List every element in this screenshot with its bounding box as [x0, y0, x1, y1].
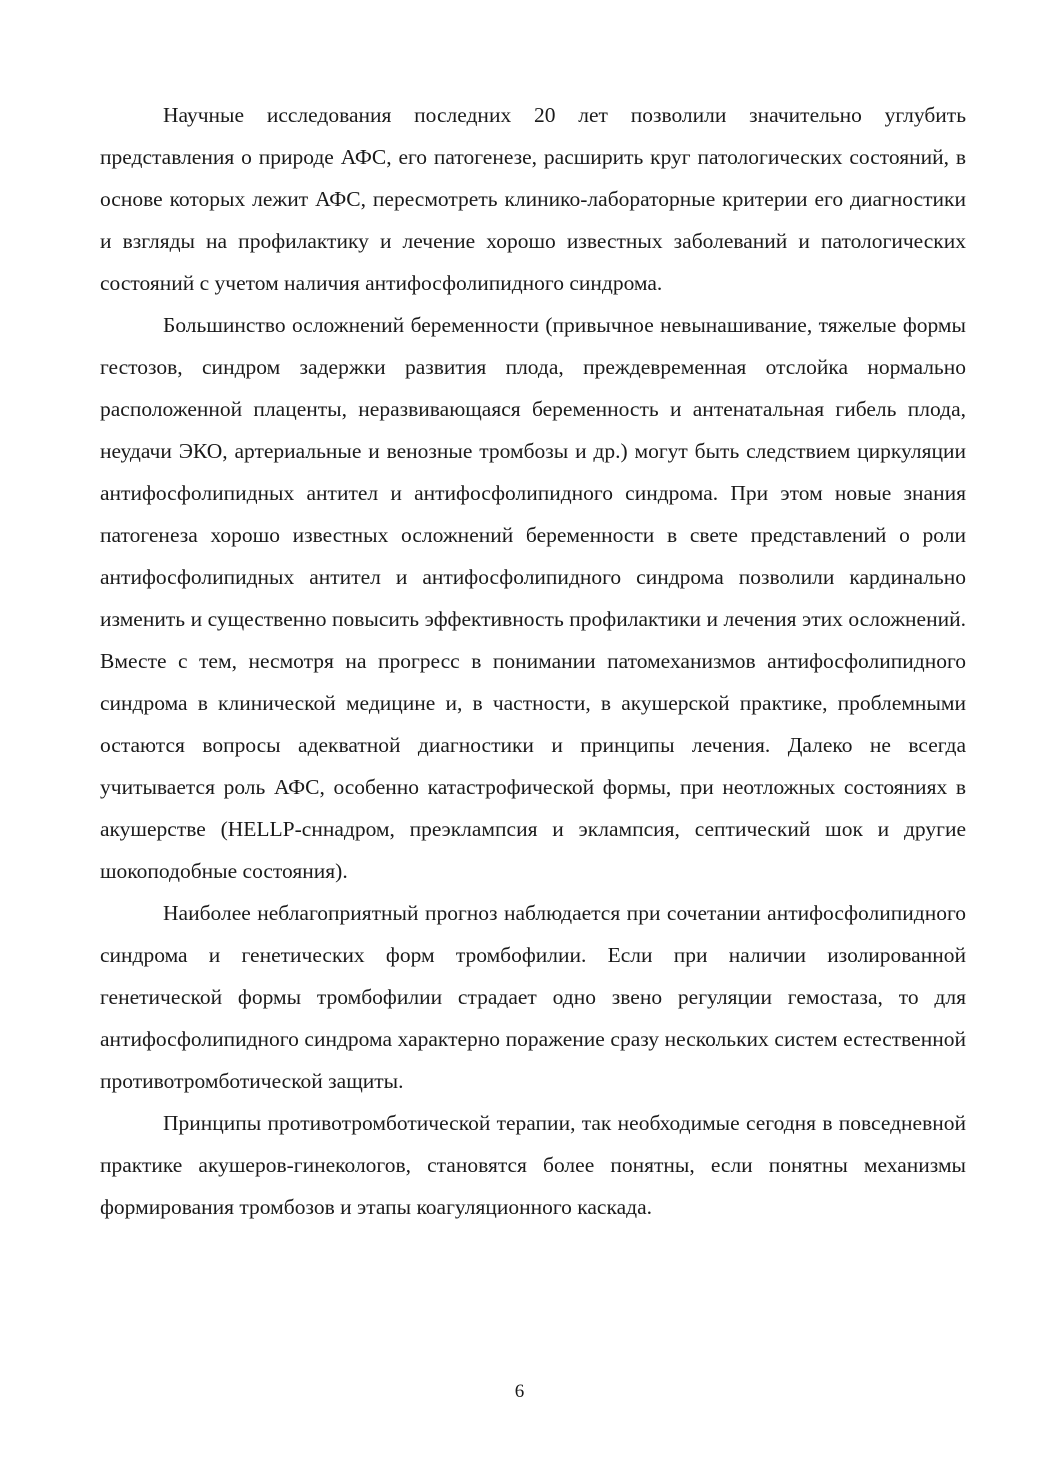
- document-body: [100, 94, 966, 1228]
- paragraph-prognosis: Наиболее неблагоприятный прогноз наблюдается при сочетании антифосфолипидного синдрома и генетических форм тромбофилии. Если при наличии изолированной генетической формы тромбофилии страдает одно звено регуляции гемостаза, то для антифосфолипидного синдрома характерно поражение сразу нескольких систем естественной противотромботической защиты.: [100, 901, 966, 1093]
- paragraph-complications: Большинство осложнений беременности (привычное невынашивание, тяжелые формы гестозов, синдром задержки развития плода, преждевременная отслойка нормально расположенной плаценты, неразвивающаяся беременность и антенатальная гибель плода, неудачи ЭКО, артериальные и венозные тромбозы и др.) могут быть следствием циркуляции антифосфолипидных антител и антифосфолипидного синдрома. При этом новые знания патогенеза хорошо известных осложнений беременности в свете представлений о роли антифосфолипидных антител и антифосфолипидного синдрома позволили кардинально изменить и существенно повысить эффективность профилактики и лечения этих осложнений. Вместе с тем, несмотря на прогресс в понимании патомеханизмов антифосфолипидного синдрома в клинической медицине и, в частности, в акушерской практике, проблемными остаются вопросы адекватной диагностики и принципы лечения. Далеко не всегда учитывается роль АФС, особенно катастрофической формы, при неотложных состояниях в акушерстве (HELLP-сннадром, преэклампсия и эклампсия, септический шок и другие шокоподобные состояния).: [100, 313, 966, 883]
- page-number: 6: [514, 1381, 525, 1402]
- paragraph-principles: Принципы противотромботической терапии, так необходимые сегодня в повседневной практике акушеров-гинекологов, становятся более понятны, если понятны механизмы формирования тромбозов и этапы коагуляционного каскада.: [100, 1111, 966, 1219]
- paragraph-research: Научные исследования последних 20 лет позволили значительно углубить представления о природе АФС, его патогенезе, расширить круг патологических состояний, в основе которых лежит АФС, пересмотреть клинико-лабораторные критерии его диагностики и взгляды на профилактику и лечение хорошо известных заболеваний и патологических состояний с учетом наличия антифосфолипидного синдрома.: [100, 103, 966, 295]
